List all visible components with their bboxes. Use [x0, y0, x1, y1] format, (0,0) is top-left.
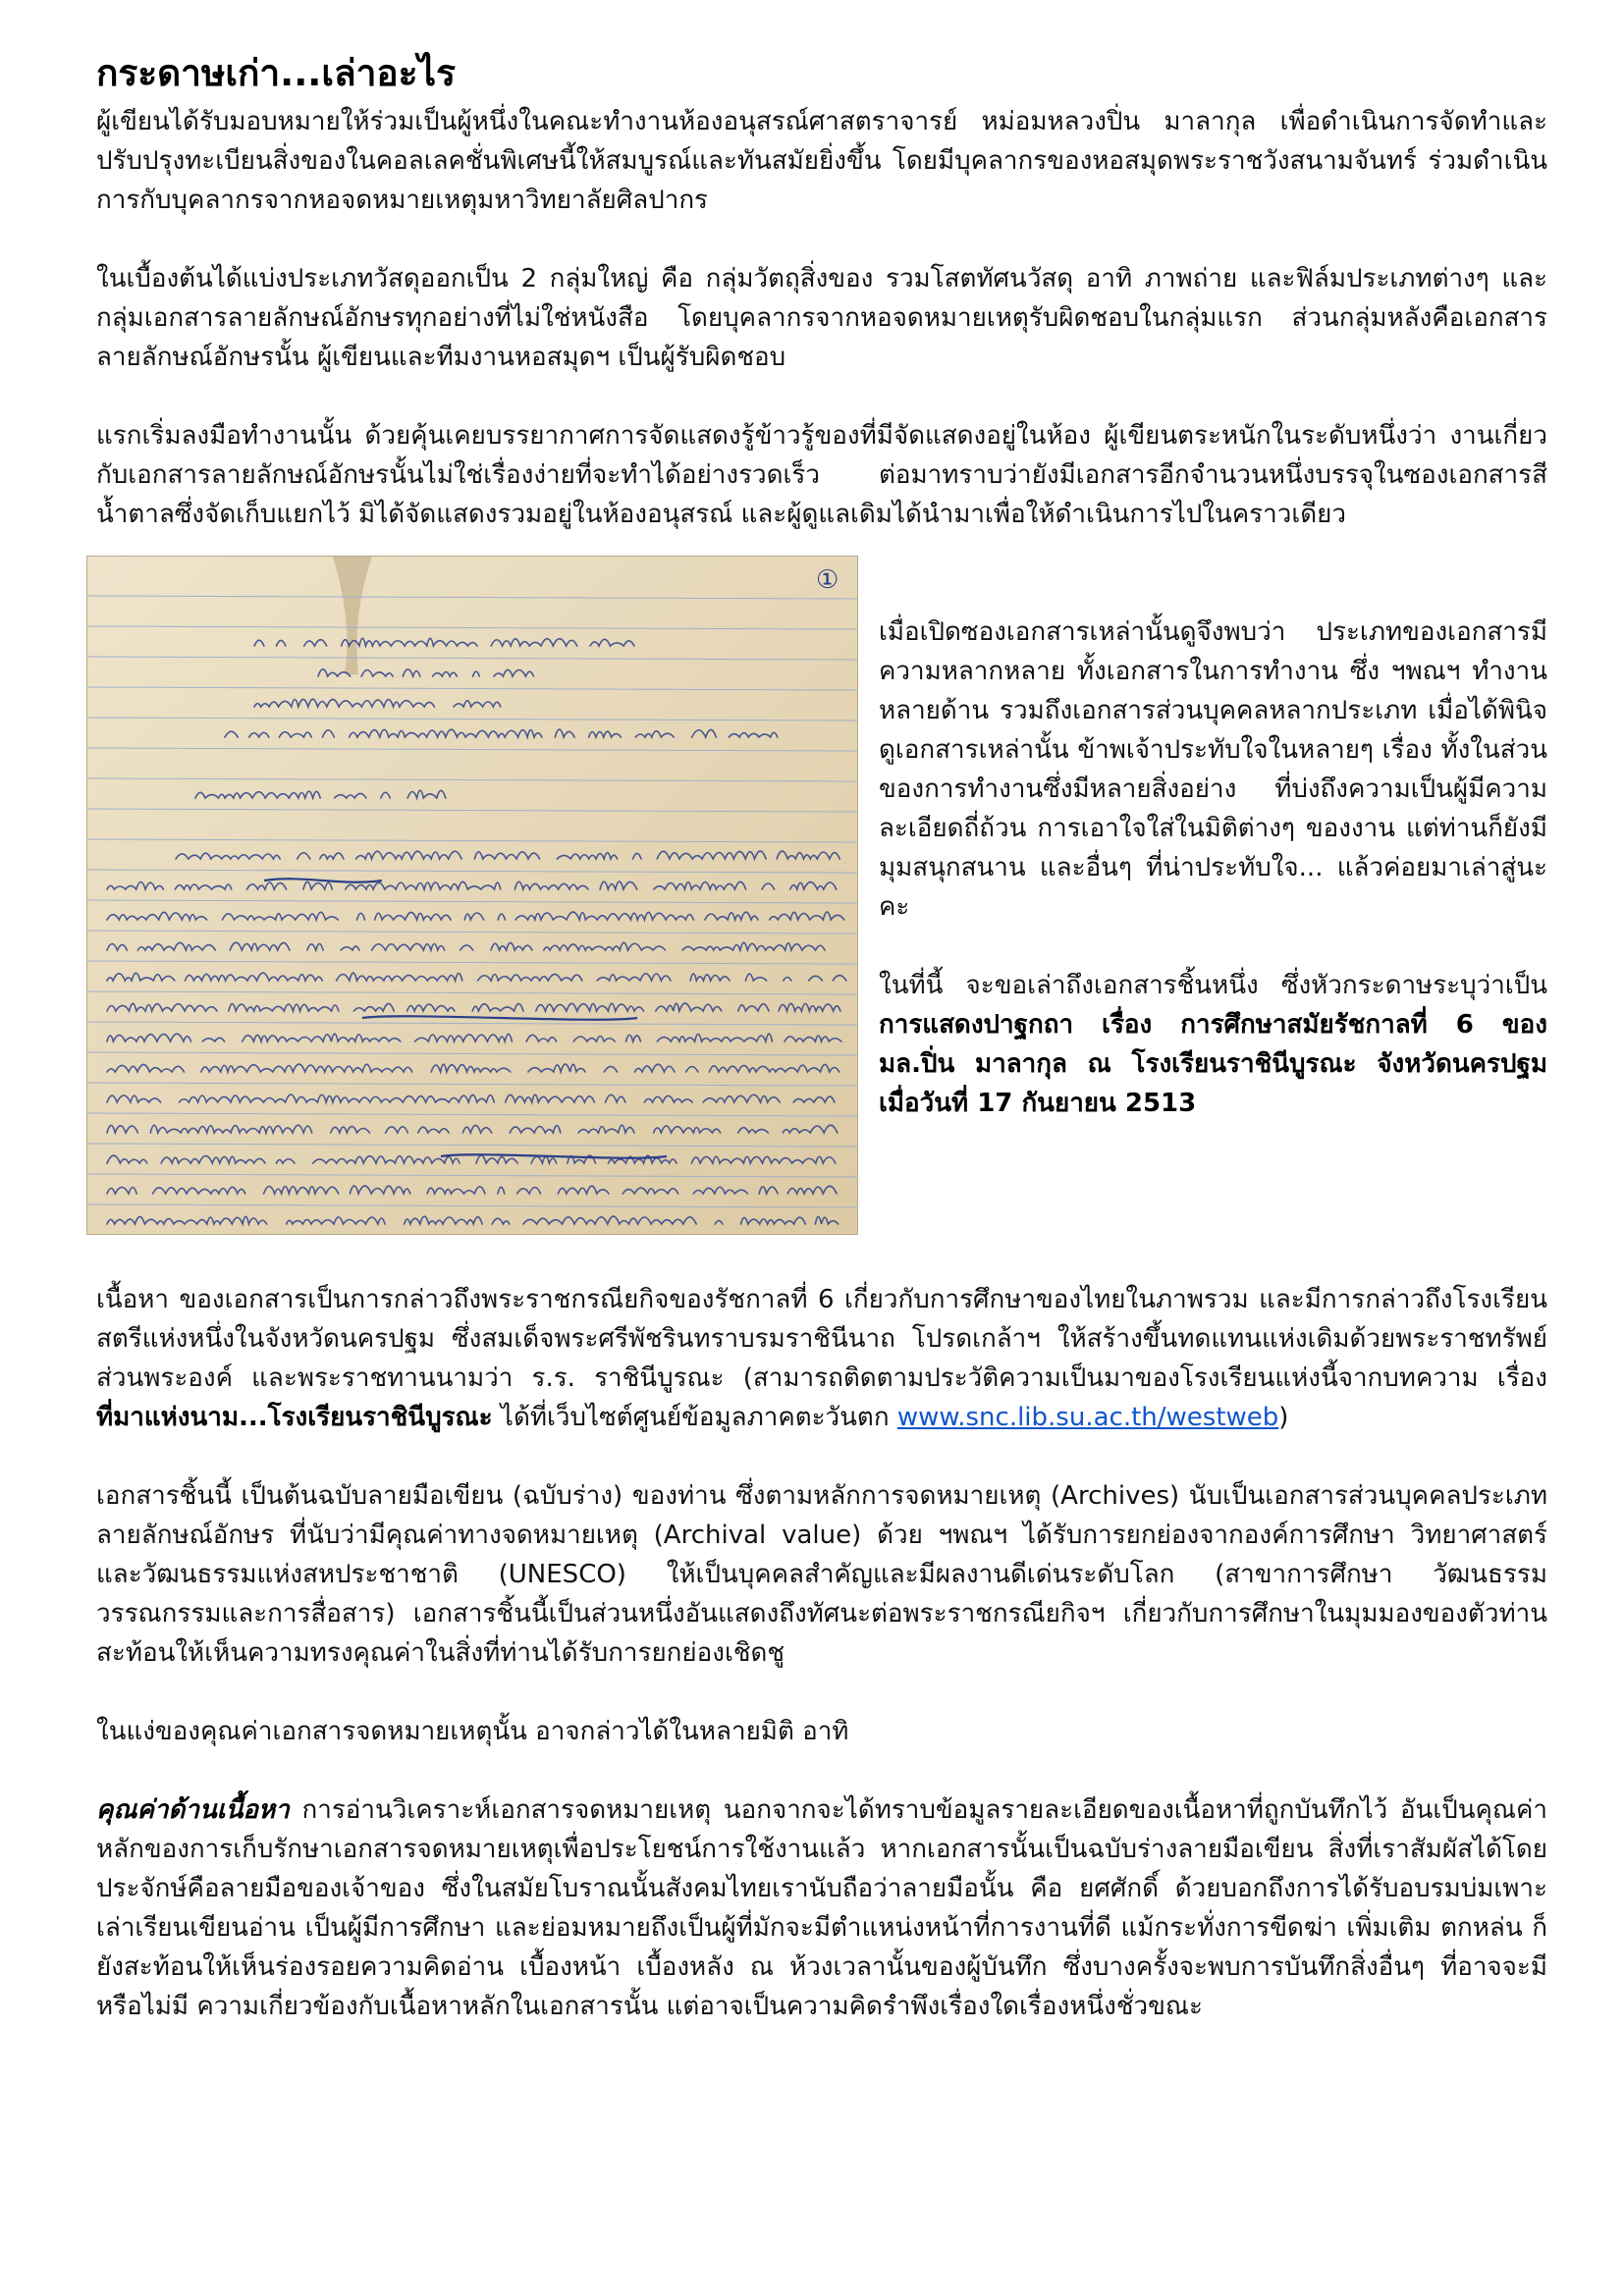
- paragraph-material-types: ในเบื้องต้นได้แบ่งประเภทวัสดุออกเป็น 2 กลุ่มใหญ่ คือ กลุ่มวัตถุสิ่งของ รวมโสตทัศนวัสดุ อาทิ ภาพถ่าย และฟิล์มประเภทต่างๆ และกลุ่มเอกสารลายลักษณ์อักษรทุกอย่างที่ไม่ใช่หนังสือ โดยบุคลากรจากหอจดหมายเหตุรับผิดชอบในกลุ่มแรก ส่วนกลุ่มหลังคือเอกสารลายลักษณ์อักษรนั้น ผู้เขียนและทีมงานหอสมุดฯ เป็นผู้รับผิดชอบ: [96, 264, 1547, 373]
- westweb-link[interactable]: www.snc.lib.su.ac.th/westweb: [896, 1403, 1279, 1433]
- content-value-heading: คุณค่าด้านเนื้อหา: [96, 1795, 290, 1826]
- page-title: กระดาษเก่า...เล่าอะไร: [96, 52, 457, 94]
- paragraph-archival-value: เอกสารชิ้นนี้ เป็นต้นฉบับลายมือเขียน (ฉบับร่าง) ของท่าน ซึ่งตามหลักการจดหมายเหตุ (Archives) นับเป็นเอกสารส่วนบุคคลประเภทลายลักษณ์อักษร ที่นับว่ามีคุณค่าทางจดหมายเหตุ (Archival value) ด้วย ฯพณฯ ได้รับการยกย่องจากองค์การศึกษา วิทยาศาสตร์ และวัฒนธรรมแห่งสหประชาชาติ (UNESCO) ให้เป็นบุคคลสำคัญและมีผลงานดีเด่นระดับโลก (สาขาการศึกษา วัฒนธรรม วรรณกรรมและการสื่อสาร) เอกสารชิ้นนี้เป็นส่วนหนึ่งอันแสดงถึงทัศนะต่อพระราชกรณียกิจฯ เกี่ยวกับการศึกษาในมุมมองของตัวท่าน สะท้อนให้เห็นความทรงคุณค่าในสิ่งที่ท่านได้รับการยกย่องเชิดชู: [96, 1481, 1547, 1669]
- closing-paren: ): [1278, 1403, 1289, 1433]
- content-value-text: การอ่านวิเคราะห์เอกสารจดหมายเหตุ นอกจากจะได้ทราบข้อมูลรายละเอียดของเนื้อหาที่ถูกบันทึกไว้ อันเป็นคุณค่าหลักของการเก็บรักษาเอกสารจดหมายเหตุเพื่อประโยชน์การใช้งานแล้ว หากเอกสารนั้นเป็นฉบับร่างลายมือเขียน สิ่งที่เราสัมผัสได้โดยประจักษ์คือลายมือของเจ้าของ ซึ่งในสมัยโบราณนั้นสังคมไทยเรานับถือว่าลายมือนั้น คือ ยศศักดิ์ ด้วยบอกถึงการได้รับอบรมบ่มเพาะเล่าเรียนเขียนอ่าน เป็นผู้มีการศึกษา และย่อมหมายถึงเป็นผู้ที่มักจะมีตำแหน่งหน้าที่การงานที่ดี แม้กระทั่งการขีดฆ่า เพิ่มเติม ตกหล่น ก็ยังสะท้อนให้เห็นร่องรอยความคิดอ่าน เบื้องหน้า เบื้องหลัง ณ ห้วงเวลานั้นของผู้บันทึก ซึ่งบางครั้งจะพบการบันทึกสิ่งอื่นๆ ที่อาจจะมี หรือไม่มี ความเกี่ยวข้องกับเนื้อหาหลักในเอกสารนั้น แต่อาจเป็นความคิดรำพึงเรื่องใดเรื่องหนึ่งชั่วขณะ: [96, 1795, 1547, 2022]
- manuscript-page-number: ①: [816, 565, 839, 596]
- content-text: เนื้อหา ของเอกสารเป็นการกล่าวถึงพระราชกรณียกิจของรัชกาลที่ 6 เกี่ยวกับการศึกษาของไทยในภาพรวม และมีการกล่าวถึงโรงเรียนสตรีแห่งหนึ่งในจังหวัดนครปฐม ซึ่งสมเด็จพระศรีพัชรินทราบรมราชินีนาถ โปรดเกล้าฯ ให้สร้างขึ้นทดแทนแห่งเดิมด้วยพระราชทรัพย์ส่วนพระองค์ และพระราชทานนามว่า ร.ร. ราชินีบูรณะ (สามารถติดตามประวัติความเป็นมาของโรงเรียนแห่งนี้จากบทความ เรื่อง: [96, 1285, 1547, 1394]
- paragraph-content-value: [96, 1790, 1547, 2026]
- side-text: [879, 613, 1547, 1123]
- paragraph-first-steps: แรกเริ่มลงมือทำงานนั้น ด้วยคุ้นเคยบรรยากาศการจัดแสดงรู้ข้าวรู้ของที่มีจัดแสดงอยู่ในห้อง ผู้เขียนตระหนักในระดับหนึ่งว่า งานเกี่ยวกับเอกสารลายลักษณ์อักษรนั้นไม่ใช่เรื่องง่ายที่จะทำได้อย่างรวดเร็ว ต่อมาทราบว่ายังมีเอกสารอีกจำนวนหนึ่งบรรจุในซองเอกสารสีน้ำตาลซึ่งจัดเก็บแยกไว้ มิได้จัดแสดงรวมอยู่ในห้องอนุสรณ์ และผู้ดูแลเดิมได้นำมาเพื่อให้ดำเนินการไปในคราวเดียว: [96, 421, 1547, 530]
- paragraph-envelope-contents: เมื่อเปิดซองเอกสารเหล่านั้นดูจึงพบว่า ประเภทของเอกสารมีความหลากหลาย ทั้งเอกสารในการทำงาน ซึ่ง ฯพณฯ ทำงานหลายด้าน รวมถึงเอกสารส่วนบุคคลหลากประเภท เมื่อได้พินิจดูเอกสารเหล่านั้น ข้าพเจ้าประทับใจในหลายๆ เรื่อง ทั้งในส่วนของการทำงานซึ่งมีหลายสิ่งอย่าง ที่บ่งถึงความเป็นผู้มีความละเอียดถี่ถ้วน การเอาใจใส่ในมิติต่างๆ ของงาน แต่ท่านก็ยังมีมุมสนุกสนาน และอื่นๆ ที่น่าประทับใจ... แล้วค่อยมาเล่าสู่นะคะ: [879, 617, 1547, 923]
- paragraph-intro: ผู้เขียนได้รับมอบหมายให้ร่วมเป็นผู้หนึ่งในคณะทำงานห้องอนุสรณ์ศาสตราจารย์ หม่อมหลวงปิ่น มาลากุล เพื่อดำเนินการจัดทำและปรับปรุงทะเบียนสิ่งของในคอลเลคชั่นพิเศษนี้ให้สมบูรณ์และทันสมัยยิ่งขึ้น โดยมีบุคลากรของหอสมุดพระราชวังสนามจันทร์ ร่วมดำเนินการกับบุคลากรจากหอจดหมายเหตุมหาวิทยาลัยศิลปากร: [96, 107, 1547, 216]
- document-page: [96, 51, 1547, 2026]
- lecture-title: การแสดงปาฐกถา เรื่อง การศึกษาสมัยรัชกาลที่ 6 ของ มล.ปิ่น มาลากุล ณ โรงเรียนราชินีบูรณะ จังหวัดนครปฐม เมื่อวันที่ 17 กันยายน 2513: [879, 1010, 1547, 1119]
- manuscript-photo: [86, 556, 858, 1235]
- website-text: ได้ที่เว็บไซต์ศูนย์ข้อมูลภาคตะวันตก: [492, 1403, 897, 1433]
- figure-row: [96, 556, 1547, 1241]
- manuscript-drawing: [87, 557, 857, 1234]
- document-intro-text: ในที่นี้ จะขอเล่าถึงเอกสารชิ้นหนึ่ง ซึ่งหัวกระดาษระบุว่าเป็น: [879, 971, 1547, 1001]
- article-title: ที่มาแห่งนาม...โรงเรียนราชินีบูรณะ: [96, 1403, 493, 1433]
- paragraph-document-intro: [879, 966, 1547, 1123]
- paragraph-value-dimensions: ในแง่ของคุณค่าเอกสารจดหมายเหตุนั้น อาจกล่าวได้ในหลายมิติ อาทิ: [96, 1717, 849, 1747]
- paragraph-content: [96, 1280, 1547, 1437]
